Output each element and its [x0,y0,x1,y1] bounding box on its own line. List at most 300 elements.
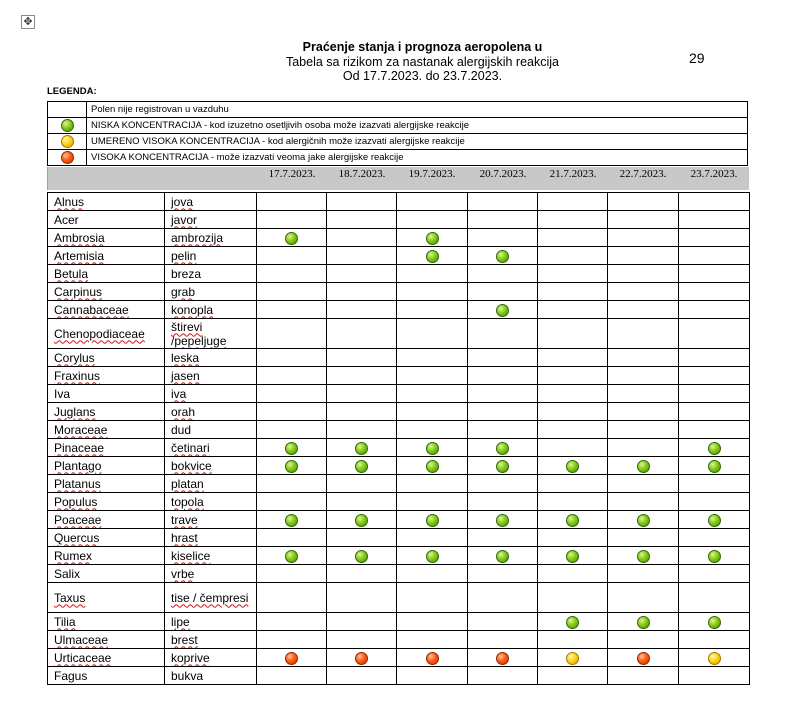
risk-cell [468,211,538,229]
plant-latin-name: Alnus [54,194,85,209]
risk-cell [538,667,608,685]
risk-cell [327,667,397,685]
table-row [48,193,750,211]
document-subtitle: Tabela sa rizikom za nastanak alergijskih reakcija [285,55,560,69]
risk-cell [538,547,608,565]
green-dot-icon [566,514,579,527]
plant-local-name: konopla [171,302,214,317]
risk-cell [468,475,538,493]
risk-cell [679,283,750,301]
plant-latin-name: Plantago [54,458,102,473]
risk-cell [679,631,750,649]
green-dot-icon [708,616,721,629]
risk-cell [257,649,327,667]
risk-cell [538,403,608,421]
risk-cell [608,613,679,631]
green-dot-icon [637,514,650,527]
table-row [48,421,750,439]
green-dot-icon [496,304,509,317]
plant-latin-name: Rumex [54,548,93,563]
risk-cell [397,631,468,649]
plant-local-name: jasen [171,368,200,383]
risk-cell [468,301,538,319]
risk-cell [679,583,750,613]
date-range: Od 17.7.2023. do 23.7.2023. [342,69,503,83]
green-dot-icon [355,460,368,473]
risk-cell [468,529,538,547]
risk-cell [468,349,538,367]
orange-dot-icon [355,652,368,665]
plant-latin-name: Cannabaceae [54,302,129,317]
page-number: 29 [689,50,705,66]
risk-cell [608,229,679,247]
risk-cell [257,193,327,211]
risk-cell [397,649,468,667]
plant-local-name: ambrozija [171,230,224,245]
risk-cell [679,439,750,457]
green-dot-icon [285,232,298,245]
yellow-dot-icon [708,652,721,665]
risk-cell [679,511,750,529]
green-dot-icon [426,250,439,263]
risk-cell [538,319,608,349]
green-dot-icon [496,460,509,473]
green-dot-icon [708,460,721,473]
risk-cell [397,367,468,385]
green-dot-icon [566,460,579,473]
risk-cell [397,511,468,529]
risk-cell [538,439,608,457]
plant-latin-name: Quercus [54,530,100,545]
risk-cell [608,385,679,403]
risk-cell [538,229,608,247]
table-row [48,457,750,475]
risk-cell [538,649,608,667]
risk-cell [679,529,750,547]
plant-latin-name: Moraceae [54,422,108,437]
risk-cell [679,367,750,385]
risk-cell [538,385,608,403]
risk-cell [397,283,468,301]
risk-cell [608,529,679,547]
risk-cell [327,631,397,649]
risk-cell [397,385,468,403]
plant-local-name: hrast [171,530,198,545]
risk-cell [327,529,397,547]
risk-cell [538,421,608,439]
risk-cell [327,349,397,367]
legend-table [47,101,748,166]
risk-cell [397,667,468,685]
risk-cell [327,583,397,613]
risk-cell [538,511,608,529]
risk-cell [327,613,397,631]
risk-cell [538,193,608,211]
risk-cell [468,319,538,349]
risk-cell [257,565,327,583]
risk-cell [397,457,468,475]
risk-cell [608,367,679,385]
risk-cell [679,403,750,421]
risk-cell [327,193,397,211]
green-dot-icon [426,514,439,527]
risk-cell [468,667,538,685]
risk-cell [608,283,679,301]
green-dot-icon [566,616,579,629]
document-title: Praćenje stanja i prognoza aeropolena u [302,40,543,54]
risk-cell [538,349,608,367]
green-dot-icon [708,550,721,563]
plant-latin-name: Ambrosia [54,230,105,245]
risk-cell [327,283,397,301]
risk-cell [468,583,538,613]
table-row [48,475,750,493]
green-dot-icon [708,442,721,455]
risk-cell [608,439,679,457]
risk-cell [468,649,538,667]
green-dot-icon [566,550,579,563]
table-row [48,349,750,367]
risk-cell [468,613,538,631]
risk-cell [468,457,538,475]
risk-cell [257,265,327,283]
table-row [48,649,750,667]
risk-cell [397,193,468,211]
plant-latin-name: Betula [54,266,89,281]
risk-cell [327,421,397,439]
risk-cell [608,475,679,493]
yellow-dot-icon [566,652,579,665]
green-dot-icon [355,514,368,527]
risk-cell [257,319,327,349]
green-dot-icon [637,550,650,563]
plant-latin-name: Acer [54,212,79,227]
risk-cell [397,229,468,247]
plant-local-name: orah [171,404,196,419]
risk-cell [327,439,397,457]
date-header: 22.7.2023. [619,168,667,180]
risk-cell [679,613,750,631]
plant-latin-name: Artemisia [54,248,105,263]
legend-row-none [48,102,748,118]
risk-cell [397,613,468,631]
risk-cell [679,667,750,685]
table-row [48,301,750,319]
plant-local-name: kiselice [171,548,211,563]
risk-cell [538,211,608,229]
green-dot-icon [426,232,439,245]
legend-row-high [48,150,748,166]
risk-cell [608,511,679,529]
green-dot-icon [61,119,74,132]
risk-cell [608,349,679,367]
plant-latin-name: Taxus [54,590,86,605]
plant-latin-name: Juglans [54,404,96,419]
table-row [48,583,750,613]
risk-cell [327,385,397,403]
risk-cell [257,613,327,631]
risk-cell [397,475,468,493]
risk-cell [538,493,608,511]
risk-cell [327,457,397,475]
risk-cell [327,247,397,265]
risk-cell [538,283,608,301]
risk-cell [538,583,608,613]
plant-local-name: tise / čempresi [171,590,249,605]
risk-cell [608,403,679,421]
risk-cell [257,403,327,421]
plant-latin-name: Urticaceae [54,650,112,665]
plant-local-name: bokvice [171,458,212,473]
risk-cell [397,565,468,583]
green-dot-icon [355,442,368,455]
table-row [48,265,750,283]
table-row [48,367,750,385]
legend-swatch-none [48,102,87,118]
risk-cell [679,265,750,283]
risk-cell [257,301,327,319]
risk-cell [468,421,538,439]
date-header: 19.7.2023. [408,168,456,180]
plant-latin-name: Iva [54,386,71,401]
plant-latin-name: Fagus [54,668,88,683]
yellow-dot-icon [61,135,74,148]
plant-local-name: koprive [171,650,210,665]
green-dot-icon [637,616,650,629]
table-row [48,547,750,565]
risk-cell [257,493,327,511]
table-row [48,493,750,511]
risk-cell [257,583,327,613]
legend-text-low: NISKA KONCENTRACIJA - kod izuzetno osetljivih osoba može izazvati alergijske reakcije [87,118,748,134]
risk-cell [538,475,608,493]
legend-text-high: VISOKA KONCENTRACIJA - može izazvati veoma jake alergijske reakcije [87,150,748,166]
green-dot-icon [496,250,509,263]
plant-local-name: breza [171,266,202,281]
date-header: 21.7.2023. [549,168,597,180]
plant-local-name: bukva [171,668,204,683]
risk-cell [679,247,750,265]
risk-cell [468,193,538,211]
title-block [200,40,645,83]
risk-cell [679,547,750,565]
risk-cell [608,265,679,283]
orange-dot-icon [637,652,650,665]
legend-heading: LEGENDA: [47,86,97,97]
risk-cell [257,457,327,475]
plant-local-name: lipe [171,614,190,629]
plant-local-name: štirevi /pepeljuge [171,319,227,348]
risk-cell [468,565,538,583]
risk-cell [679,319,750,349]
plant-local-name: grab [171,284,196,299]
plant-latin-name: Populus [54,494,98,509]
green-dot-icon [426,442,439,455]
table-row [48,613,750,631]
table-row [48,439,750,457]
risk-cell [327,403,397,421]
risk-cell [257,229,327,247]
risk-cell [608,583,679,613]
risk-cell [257,547,327,565]
plant-local-name: jova [171,194,194,209]
plant-latin-name: Salix [54,566,81,581]
plant-local-name: četinari [171,440,210,455]
risk-cell [257,631,327,649]
risk-cell [397,529,468,547]
risk-cell [538,565,608,583]
risk-cell [327,367,397,385]
table-row [48,229,750,247]
risk-cell [538,265,608,283]
risk-cell [257,385,327,403]
risk-cell [327,547,397,565]
risk-cell [608,211,679,229]
plant-local-name: topola [171,494,204,509]
risk-cell [679,421,750,439]
plant-local-name: dud [171,422,192,437]
risk-cell [397,547,468,565]
risk-cell [257,475,327,493]
plant-latin-name: Fraxinus [54,368,101,383]
table-row [48,385,750,403]
table-move-handle-icon[interactable]: ✥ [21,15,35,29]
table-row [48,403,750,421]
risk-cell [538,367,608,385]
risk-cell [257,439,327,457]
green-dot-icon [285,550,298,563]
risk-cell [468,385,538,403]
risk-cell [608,457,679,475]
risk-cell [468,493,538,511]
risk-cell [257,421,327,439]
risk-cell [679,193,750,211]
risk-cell [608,421,679,439]
risk-cell [327,511,397,529]
risk-cell [257,367,327,385]
plant-local-name: trave [171,512,198,527]
date-header: 18.7.2023. [338,168,386,180]
risk-cell [538,613,608,631]
risk-cell [257,511,327,529]
risk-cell [679,493,750,511]
risk-cell [468,229,538,247]
orange-dot-icon [496,652,509,665]
plant-local-name: javor [171,212,198,227]
risk-cell [608,649,679,667]
green-dot-icon [285,460,298,473]
risk-cell [608,319,679,349]
risk-cell [397,493,468,511]
risk-cell [468,247,538,265]
plant-local-name: vrbe [171,566,195,581]
risk-cell [257,211,327,229]
risk-cell [608,493,679,511]
plant-latin-name: Corylus [54,350,95,365]
risk-cell [538,529,608,547]
plant-latin-name: Ulmaceae [54,632,109,647]
risk-cell [538,301,608,319]
risk-cell [679,229,750,247]
table-row [48,667,750,685]
risk-cell [327,229,397,247]
table-row [48,247,750,265]
risk-cell [327,301,397,319]
table-row [48,511,750,529]
green-dot-icon [285,442,298,455]
risk-cell [468,283,538,301]
pollen-table [47,192,750,685]
plant-local-name: iva [171,386,187,401]
risk-cell [608,547,679,565]
green-dot-icon [708,514,721,527]
risk-cell [468,403,538,421]
risk-cell [679,475,750,493]
risk-cell [679,211,750,229]
risk-cell [397,265,468,283]
green-dot-icon [496,514,509,527]
orange-dot-icon [426,652,439,665]
risk-cell [538,247,608,265]
risk-cell [608,301,679,319]
risk-cell [468,631,538,649]
green-dot-icon [355,550,368,563]
table-row [48,631,750,649]
date-header-bar [47,167,749,190]
risk-cell [257,247,327,265]
risk-cell [257,667,327,685]
green-dot-icon [426,550,439,563]
table-row [48,211,750,229]
risk-cell [397,583,468,613]
risk-cell [397,301,468,319]
plant-latin-name: Poaceae [54,512,102,527]
risk-cell [397,349,468,367]
risk-cell [538,457,608,475]
risk-cell [468,547,538,565]
plant-local-name: brest [171,632,198,647]
green-dot-icon [637,460,650,473]
risk-cell [468,439,538,457]
plant-latin-name: Carpinus [54,284,103,299]
legend-row-moderate [48,134,748,150]
legend-text-none: Polen nije registrovan u vazduhu [87,102,748,118]
plant-local-name: pelin [171,248,197,263]
plant-local-name: platan [171,476,204,491]
risk-cell [608,667,679,685]
green-dot-icon [496,442,509,455]
green-dot-icon [285,514,298,527]
risk-cell [679,301,750,319]
risk-cell [397,421,468,439]
date-header: 20.7.2023. [479,168,527,180]
plant-local-name: leska [171,350,200,365]
risk-cell [327,475,397,493]
table-row [48,283,750,301]
table-row [48,565,750,583]
risk-cell [327,565,397,583]
green-dot-icon [496,550,509,563]
risk-cell [397,247,468,265]
risk-cell [257,283,327,301]
plant-latin-name: Chenopodiaceae [54,326,145,341]
risk-cell [468,265,538,283]
risk-cell [397,403,468,421]
risk-cell [468,511,538,529]
risk-cell [397,439,468,457]
risk-cell [608,631,679,649]
risk-cell [397,211,468,229]
